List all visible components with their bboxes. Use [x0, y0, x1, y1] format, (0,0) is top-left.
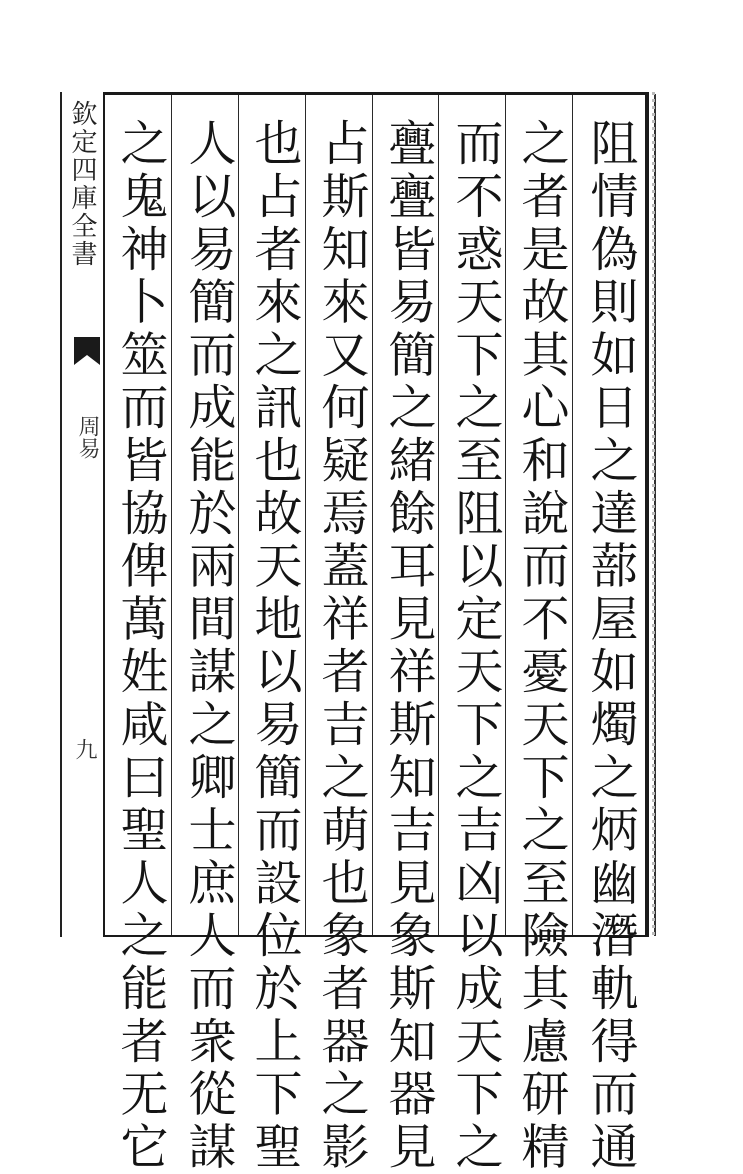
text-column-1: 阻情偽則如日之達蔀屋如燭之炳幽潛軌得而通: [582, 118, 638, 1174]
text-column-4: 亹亹皆易簡之緒餘耳見祥斯知吉見象斯知器見: [380, 118, 436, 1174]
column-rule: [572, 95, 573, 935]
text-column-3: 而不惑天下之至阻以定天下之吉凶以成天下之: [447, 118, 503, 1174]
text-column-5: 占斯知來又何疑焉蓋祥者吉之萌也象者器之影: [313, 118, 369, 1174]
page-edge: [652, 92, 655, 937]
text-column-8: 之鬼神卜筮而皆協俾萬姓咸曰聖人之能者无它: [112, 118, 168, 1174]
column-rule: [238, 95, 239, 935]
text-column-7: 人以易簡而成能於兩間謀之卿士庶人而衆從謀: [180, 118, 236, 1174]
column-rule: [438, 95, 439, 935]
banxin-title: 欽定四庫全書: [67, 100, 97, 268]
column-rule: [305, 95, 306, 935]
text-column-6: 也占者來之訊也故天地以易簡而設位於上下聖: [246, 118, 302, 1174]
banxin-page-number: 九: [72, 738, 97, 760]
column-rule: [372, 95, 373, 935]
text-column-2: 之者是故其心和說而不憂天下之至險其慮研精: [513, 118, 569, 1174]
fishtail-mark-icon: [72, 335, 102, 375]
banxin-section: 周易: [75, 415, 100, 459]
column-rule: [505, 95, 506, 935]
column-rule: [171, 95, 172, 935]
